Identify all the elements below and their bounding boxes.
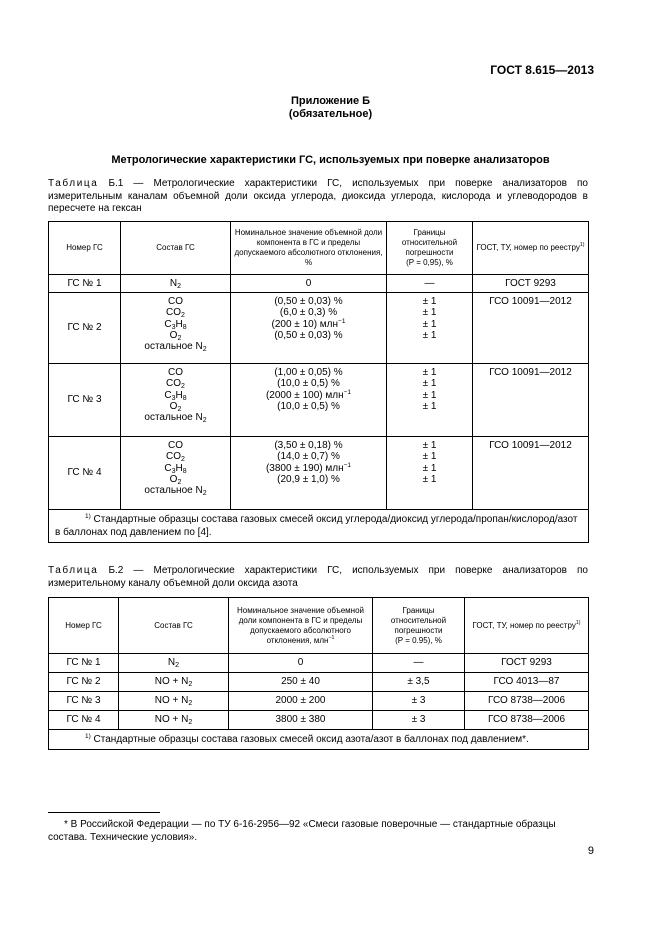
- table1-header-nominal: Номинальное значение объемной доли компонента в ГС и пределы допускаемого абсолютного отклонения, %: [231, 222, 387, 275]
- table2-r1-composition: $N_2$: [119, 654, 229, 673]
- annex-title: Приложение Б: [290, 95, 371, 107]
- table2-r2-composition: NO + $N_2$: [119, 673, 229, 692]
- table1-header-gost: [473, 222, 589, 275]
- table2-r3-nominal: 2000 ± 200: [229, 692, 373, 711]
- table-row: [49, 364, 589, 437]
- table1-r1-nominal: 0: [231, 275, 387, 293]
- table2-header-bounds-text: Границы относительной погрешности: [390, 605, 447, 635]
- table-row: [49, 437, 589, 510]
- table2-header-gost-text: ГОСТ, ТУ, номер по реестру: [472, 620, 576, 630]
- footnote: * В Российской Федерации — по ТУ 6-16-2956—92 «Смеси газовые поверочные — стандартные образцы состава. Технические условия».: [48, 819, 556, 843]
- table-row: [49, 692, 589, 711]
- annex-status: (обязательное): [288, 108, 373, 120]
- table2-caption-text: Б.2 — Метрологические характеристики ГС, используемых при поверке анализаторов по измерительному каналу объемной доли оксида азота: [48, 565, 588, 589]
- section-title: Метрологические характеристики ГС, используемых при поверке анализаторов: [111, 154, 550, 166]
- table1-r4-gs: ГС № 4: [49, 437, 121, 510]
- table1-header-bounds: [387, 222, 473, 275]
- table1-header-gs: Номер ГС: [49, 222, 121, 275]
- table2-r2-nominal: 250 ± 40: [229, 673, 373, 692]
- table1-header-row: [49, 222, 589, 275]
- table1-r1-gost: ГОСТ 9293: [473, 275, 589, 293]
- table1-header-gost-sup: 1): [579, 242, 585, 248]
- table1-r4-nominal: (3,50 ± 0,18) % (14,0 ± 0,7) % (3800 ± 190) млн$^{-1}$ (20,9 ± 1,0) %: [231, 437, 387, 510]
- table1-r3-gs: ГС № 3: [49, 364, 121, 437]
- table2-header-gost-sup: 1): [575, 619, 581, 626]
- table2-header-gost: [465, 598, 589, 654]
- table2-label: Таблица: [48, 565, 99, 576]
- table2-r2-gost: ГСО 4013—87: [465, 673, 589, 692]
- table1-r2-gost: ГСО 10091—2012: [473, 293, 589, 364]
- page-number: 9: [587, 845, 594, 857]
- table2-r1-gs: ГС № 1: [49, 654, 119, 673]
- annex-heading: [0, 95, 661, 121]
- table2-header-gs: Номер ГС: [49, 598, 119, 654]
- table1-note-row: [49, 510, 589, 543]
- table1-r2-composition: CO $CO_2$ $C_3H_8$ $O_2$ остальное $N_2$: [121, 293, 231, 364]
- table2-header-nominal-text: Номинальное значение объемной доли компонента в ГС и пределы допускаемого абсолютного отклонения, млн: [236, 605, 365, 645]
- table2-r3-bounds: ± 3: [373, 692, 465, 711]
- table1-r4-bounds: ± 1 ± 1 ± 1 ± 1: [387, 437, 473, 510]
- table1-r3-composition: CO $CO_2$ $C_3H_8$ $O_2$ остальное $N_2$: [121, 364, 231, 437]
- table2-header-nominal: [229, 598, 373, 654]
- table2-r4-gost: ГСО 8738—2006: [465, 711, 589, 730]
- table1-caption-text: Б.1 — Метрологические характеристики ГС, используемых при поверке анализаторов по измерительным каналам объемной доли оксида углерода, диоксида углерода, кислорода и углеводородов в пересчете на гексан: [48, 178, 588, 214]
- table-row: [49, 275, 589, 293]
- table1-r2-bounds: ± 1 ± 1 ± 1 ± 1: [387, 293, 473, 364]
- table2-r2-gs: ГС № 2: [49, 673, 119, 692]
- document-code: ГОСТ 8.615—2013: [490, 63, 594, 77]
- table2-r4-nominal: 3800 ± 380: [229, 711, 373, 730]
- table1-r4-composition: CO $CO_2$ $C_3H_8$ $O_2$ остальное $N_2$: [121, 437, 231, 510]
- table1-note: $^{1)}$ Стандартные образцы состава газовых смесей оксид углерода/диоксид углерода/пропан/кислород/азот в баллонах под давлением по [4].: [49, 510, 589, 543]
- table1-caption: [48, 178, 588, 216]
- table2-r4-gs: ГС № 4: [49, 711, 119, 730]
- table1-r4-gost: ГСО 10091—2012: [473, 437, 589, 510]
- table1-r3-gost: ГСО 10091—2012: [473, 364, 589, 437]
- table2-r2-bounds: ± 3,5: [373, 673, 465, 692]
- table1-r1-bounds: —: [387, 275, 473, 293]
- table2-caption: [48, 565, 588, 590]
- table1-r1-composition: $N_2$: [121, 275, 231, 293]
- table2-r3-composition: NO + $N_2$: [119, 692, 229, 711]
- table2-header-nominal-sup: −1: [328, 634, 335, 641]
- table1-r1-gs: ГС № 1: [49, 275, 121, 293]
- table1-r3-bounds: ± 1 ± 1 ± 1 ± 1: [387, 364, 473, 437]
- table1-header-bounds-p: (P = 0,95), %: [406, 258, 453, 267]
- table2-r1-nominal: 0: [229, 654, 373, 673]
- table1-r2-nominal: (0,50 ± 0,03) % (6,0 ± 0,3) % (200 ± 10) млн$^{-1}$ (0,50 ± 0,03) %: [231, 293, 387, 364]
- table-row: [49, 673, 589, 692]
- table1-r3-nominal: (1,00 ± 0,05) % (10,0 ± 0,5) % (2000 ± 100) млн$^{-1}$ (10,0 ± 0,5) %: [231, 364, 387, 437]
- footnote-divider: [48, 812, 160, 813]
- table2-header-composition: Состав ГС: [119, 598, 229, 654]
- table1-label: Таблица: [48, 178, 99, 189]
- table2-header-bounds: [373, 598, 465, 654]
- table2-note: $^{1)}$ Стандартные образцы состава газовых смесей оксид азота/азот в баллонах под давлением*.: [49, 730, 589, 750]
- table2-r1-gost: ГОСТ 9293: [465, 654, 589, 673]
- table1-header-bounds-text: Границы относительной погрешности: [401, 228, 458, 257]
- table-b2: [48, 597, 589, 750]
- table1-r2-gs: ГС № 2: [49, 293, 121, 364]
- table-row: [49, 654, 589, 673]
- table2-header-row: [49, 598, 589, 654]
- table2-r3-gost: ГСО 8738—2006: [465, 692, 589, 711]
- table2-header-bounds-p: (P = 0.95), %: [395, 635, 442, 645]
- table2-r3-gs: ГС № 3: [49, 692, 119, 711]
- table-row: [49, 711, 589, 730]
- table1-header-gost-text: ГОСТ, ТУ, номер по реестру: [476, 243, 580, 252]
- table2-r4-composition: NO + $N_2$: [119, 711, 229, 730]
- table-row: [49, 293, 589, 364]
- table1-header-composition: Состав ГС: [121, 222, 231, 275]
- table2-r4-bounds: ± 3: [373, 711, 465, 730]
- table-b1: [48, 221, 589, 543]
- table2-r1-bounds: —: [373, 654, 465, 673]
- table2-note-row: [49, 730, 589, 750]
